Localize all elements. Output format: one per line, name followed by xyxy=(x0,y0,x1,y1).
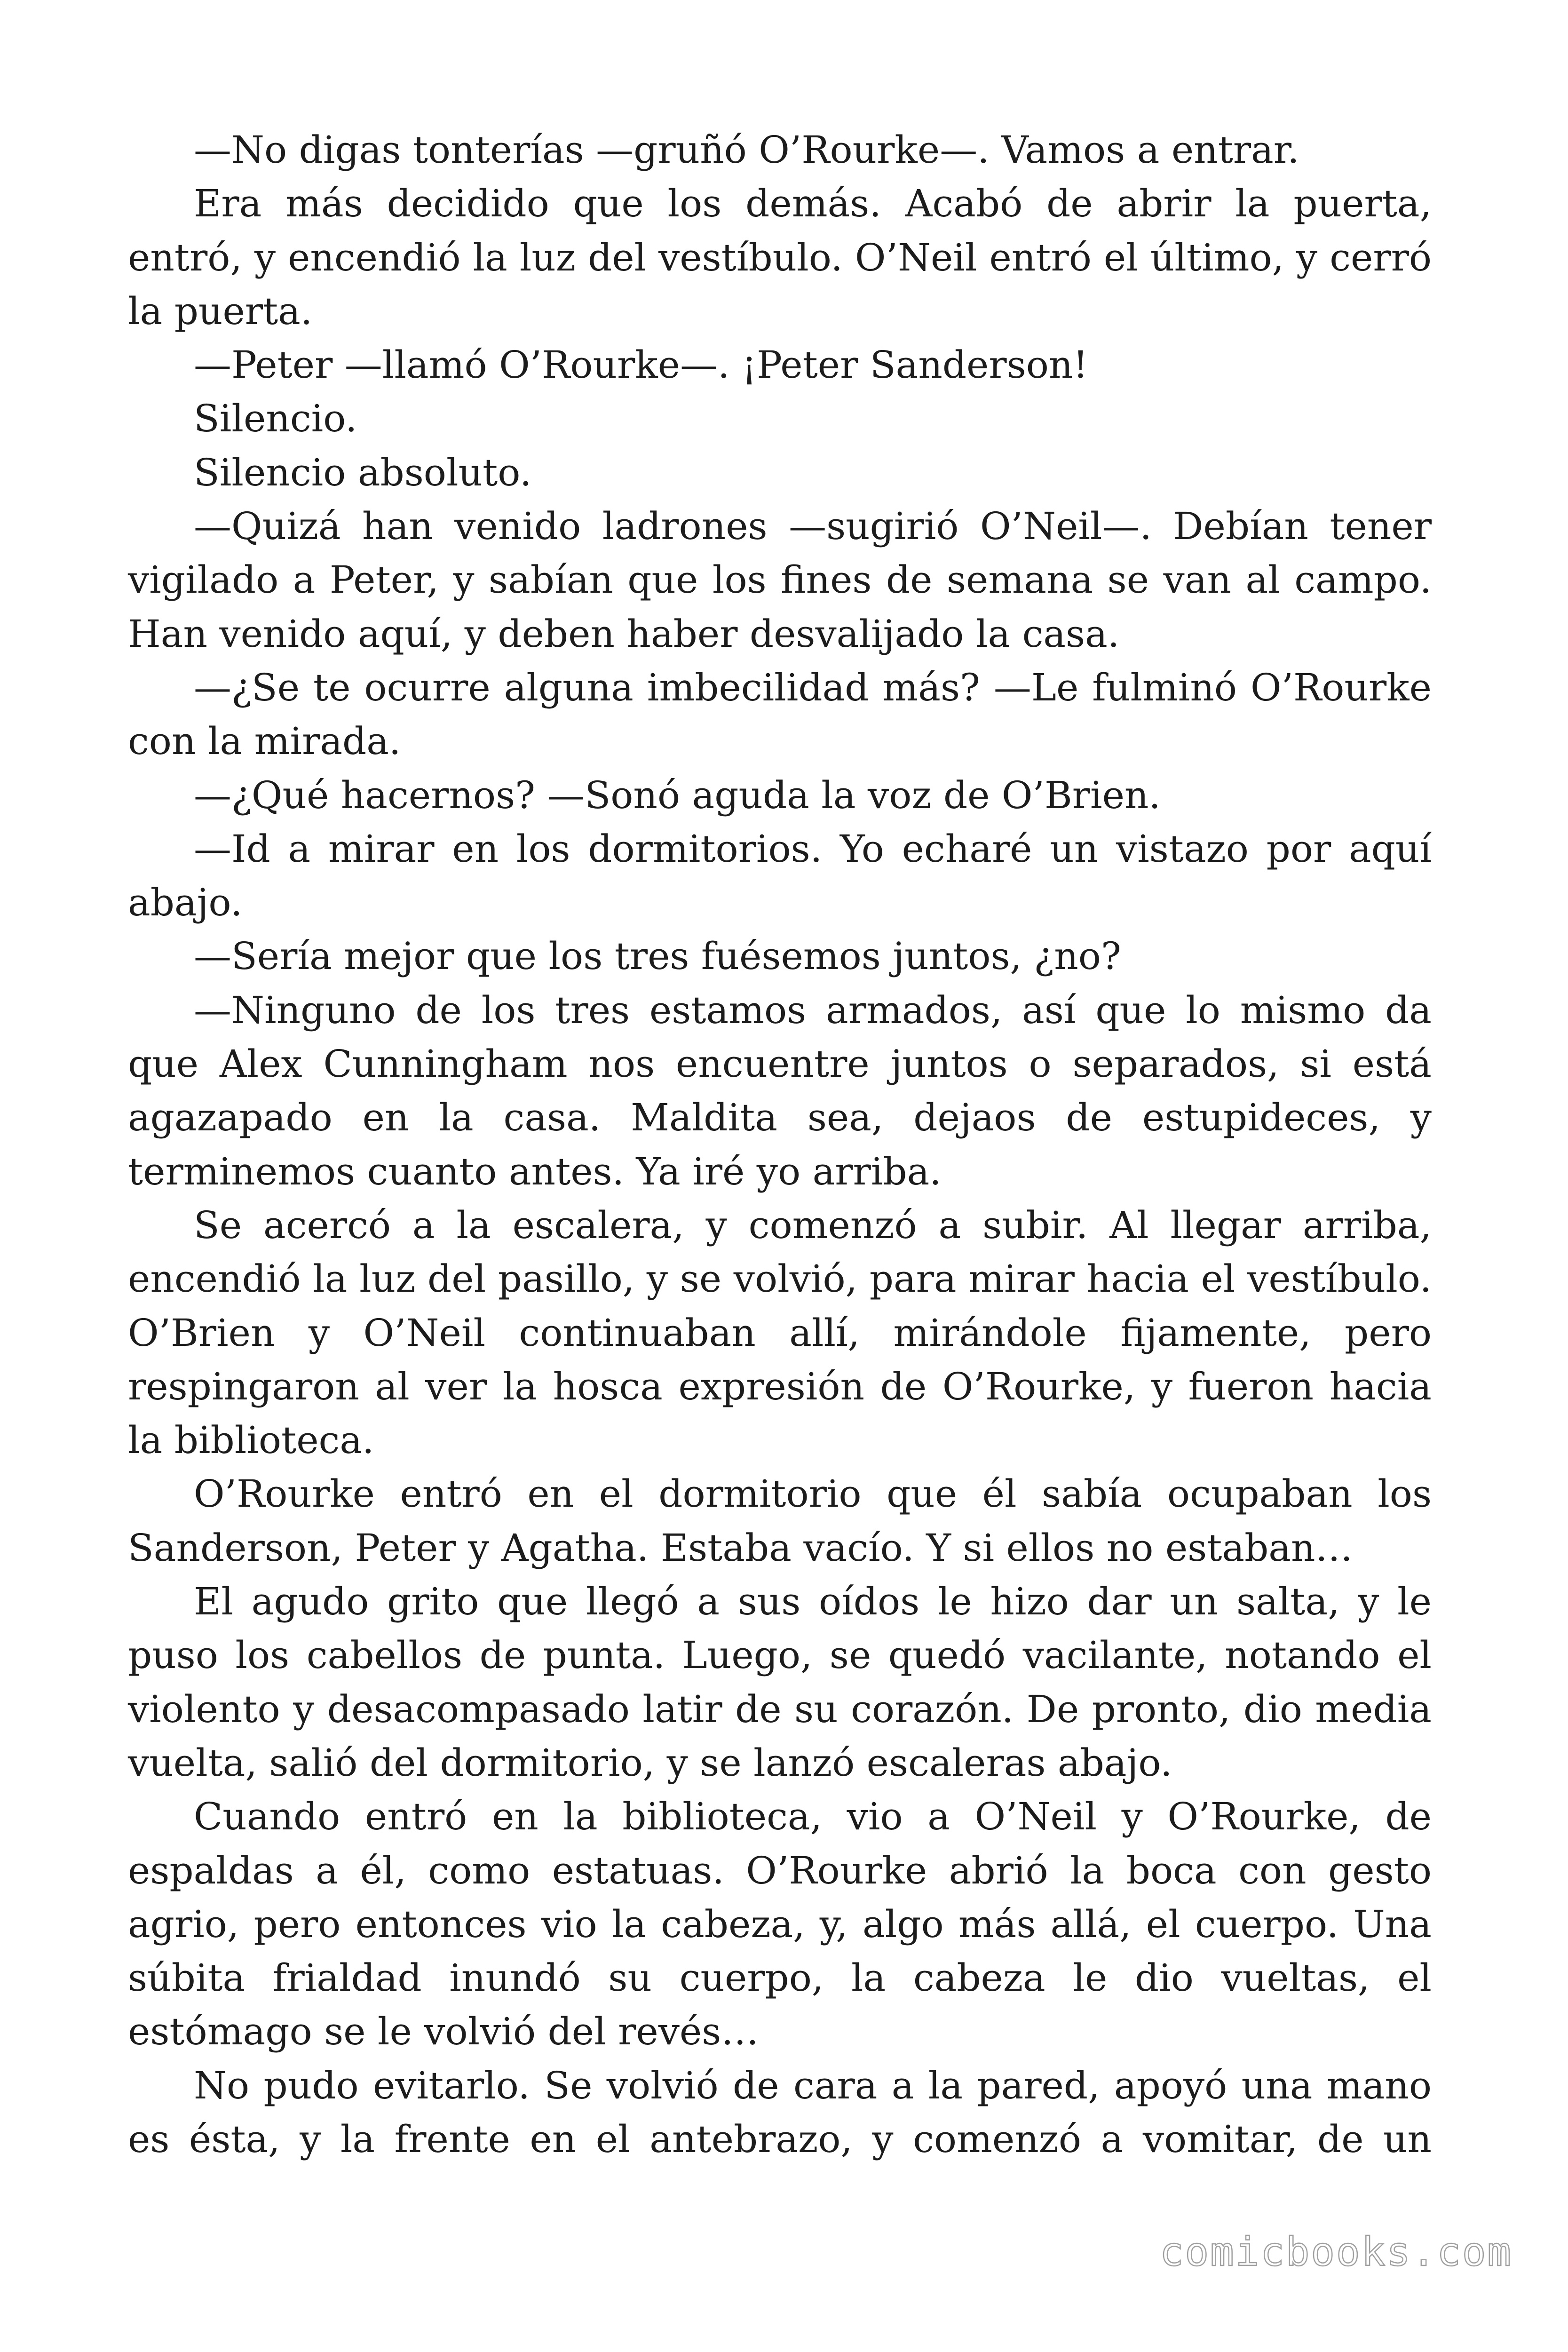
paragraph: Cuando entró en la biblioteca, vio a O’Neil y O’Rourke, de espaldas a él, como estatuas. O’Rourke abrió la boca con gesto agrio, pero entonces vio la cabeza, y, algo más allá, el cuerpo. Una súbita frialdad inundó su cuerpo, la cabeza le dio vueltas, el estómago se le volvió del revés… xyxy=(128,1795,1432,2054)
paragraph: No pudo evitarlo. Se volvió de cara a la pared, apoyó una mano es ésta, y la frente en el antebrazo, y comenzó a vomitar, de un xyxy=(128,2063,1432,2161)
paragraph: O’Rourke entró en el dormitorio que él sabía ocupaban los Sanderson, Peter y Agatha. Estaba vacío. Y si ellos no estaban… xyxy=(128,1472,1432,1570)
paragraph: —Sería mejor que los tres fuésemos juntos, ¿no? xyxy=(194,934,1121,978)
paragraph: —No digas tonterías —gruñó O’Rourke—. Vamos a entrar. xyxy=(194,128,1299,172)
paragraph: El agudo grito que llegó a sus oídos le hizo dar un salta, y le puso los cabellos de punta. Luego, se quedó vacilante, notando el violento y desacompasado latir de su corazón. De pronto, dio media vuelta, salió del dormitorio, y se lanzó escaleras abajo. xyxy=(128,1580,1432,1785)
paragraph: —¿Qué hacernos? —Sonó aguda la voz de O’Brien. xyxy=(194,773,1161,817)
paragraph: Se acercó a la escalera, y comenzó a subir. Al llegar arriba, encendió la luz del pasillo, y se volvió, para mirar hacia el vestíbulo. O’Brien y O’Neil continuaban allí, mirándole fijamente, pero respingaron al ver la hosca expresión de O’Rourke, y fueron hacia la biblioteca. xyxy=(128,1203,1432,1462)
paragraph: Silencio absoluto. xyxy=(194,450,532,494)
paragraph: Era más decidido que los demás. Acabó de abrir la puerta, entró, y encendió la luz del vestíbulo. O’Neil entró el último, y cerró la puerta. xyxy=(128,182,1432,333)
body-text xyxy=(128,123,1432,2166)
paragraph: —Quizá han venido ladrones —sugirió O’Neil—. Debían tener vigilado a Peter, y sabían que los fines de semana se van al campo. Han venido aquí, y deben haber desvalijado la casa. xyxy=(128,504,1432,656)
paragraph: —Peter —llamó O’Rourke—. ¡Peter Sanderson! xyxy=(194,343,1088,387)
paragraph: —Id a mirar en los dormitorios. Yo echaré un vistazo por aquí abajo. xyxy=(128,826,1432,925)
paragraph: Silencio. xyxy=(194,397,357,441)
paragraph: —¿Se te ocurre alguna imbecilidad más? —Le fulminó O’Rourke con la mirada. xyxy=(128,665,1432,763)
watermark: comicbooks.com xyxy=(1159,2229,1513,2275)
paragraph: —Ninguno de los tres estamos armados, así que lo mismo da que Alex Cunningham nos encuentre juntos o separados, si está agazapado en la casa. Maldita sea, dejaos de estupideces, y terminemos cuanto antes. Ya iré yo arriba. xyxy=(128,988,1432,1193)
